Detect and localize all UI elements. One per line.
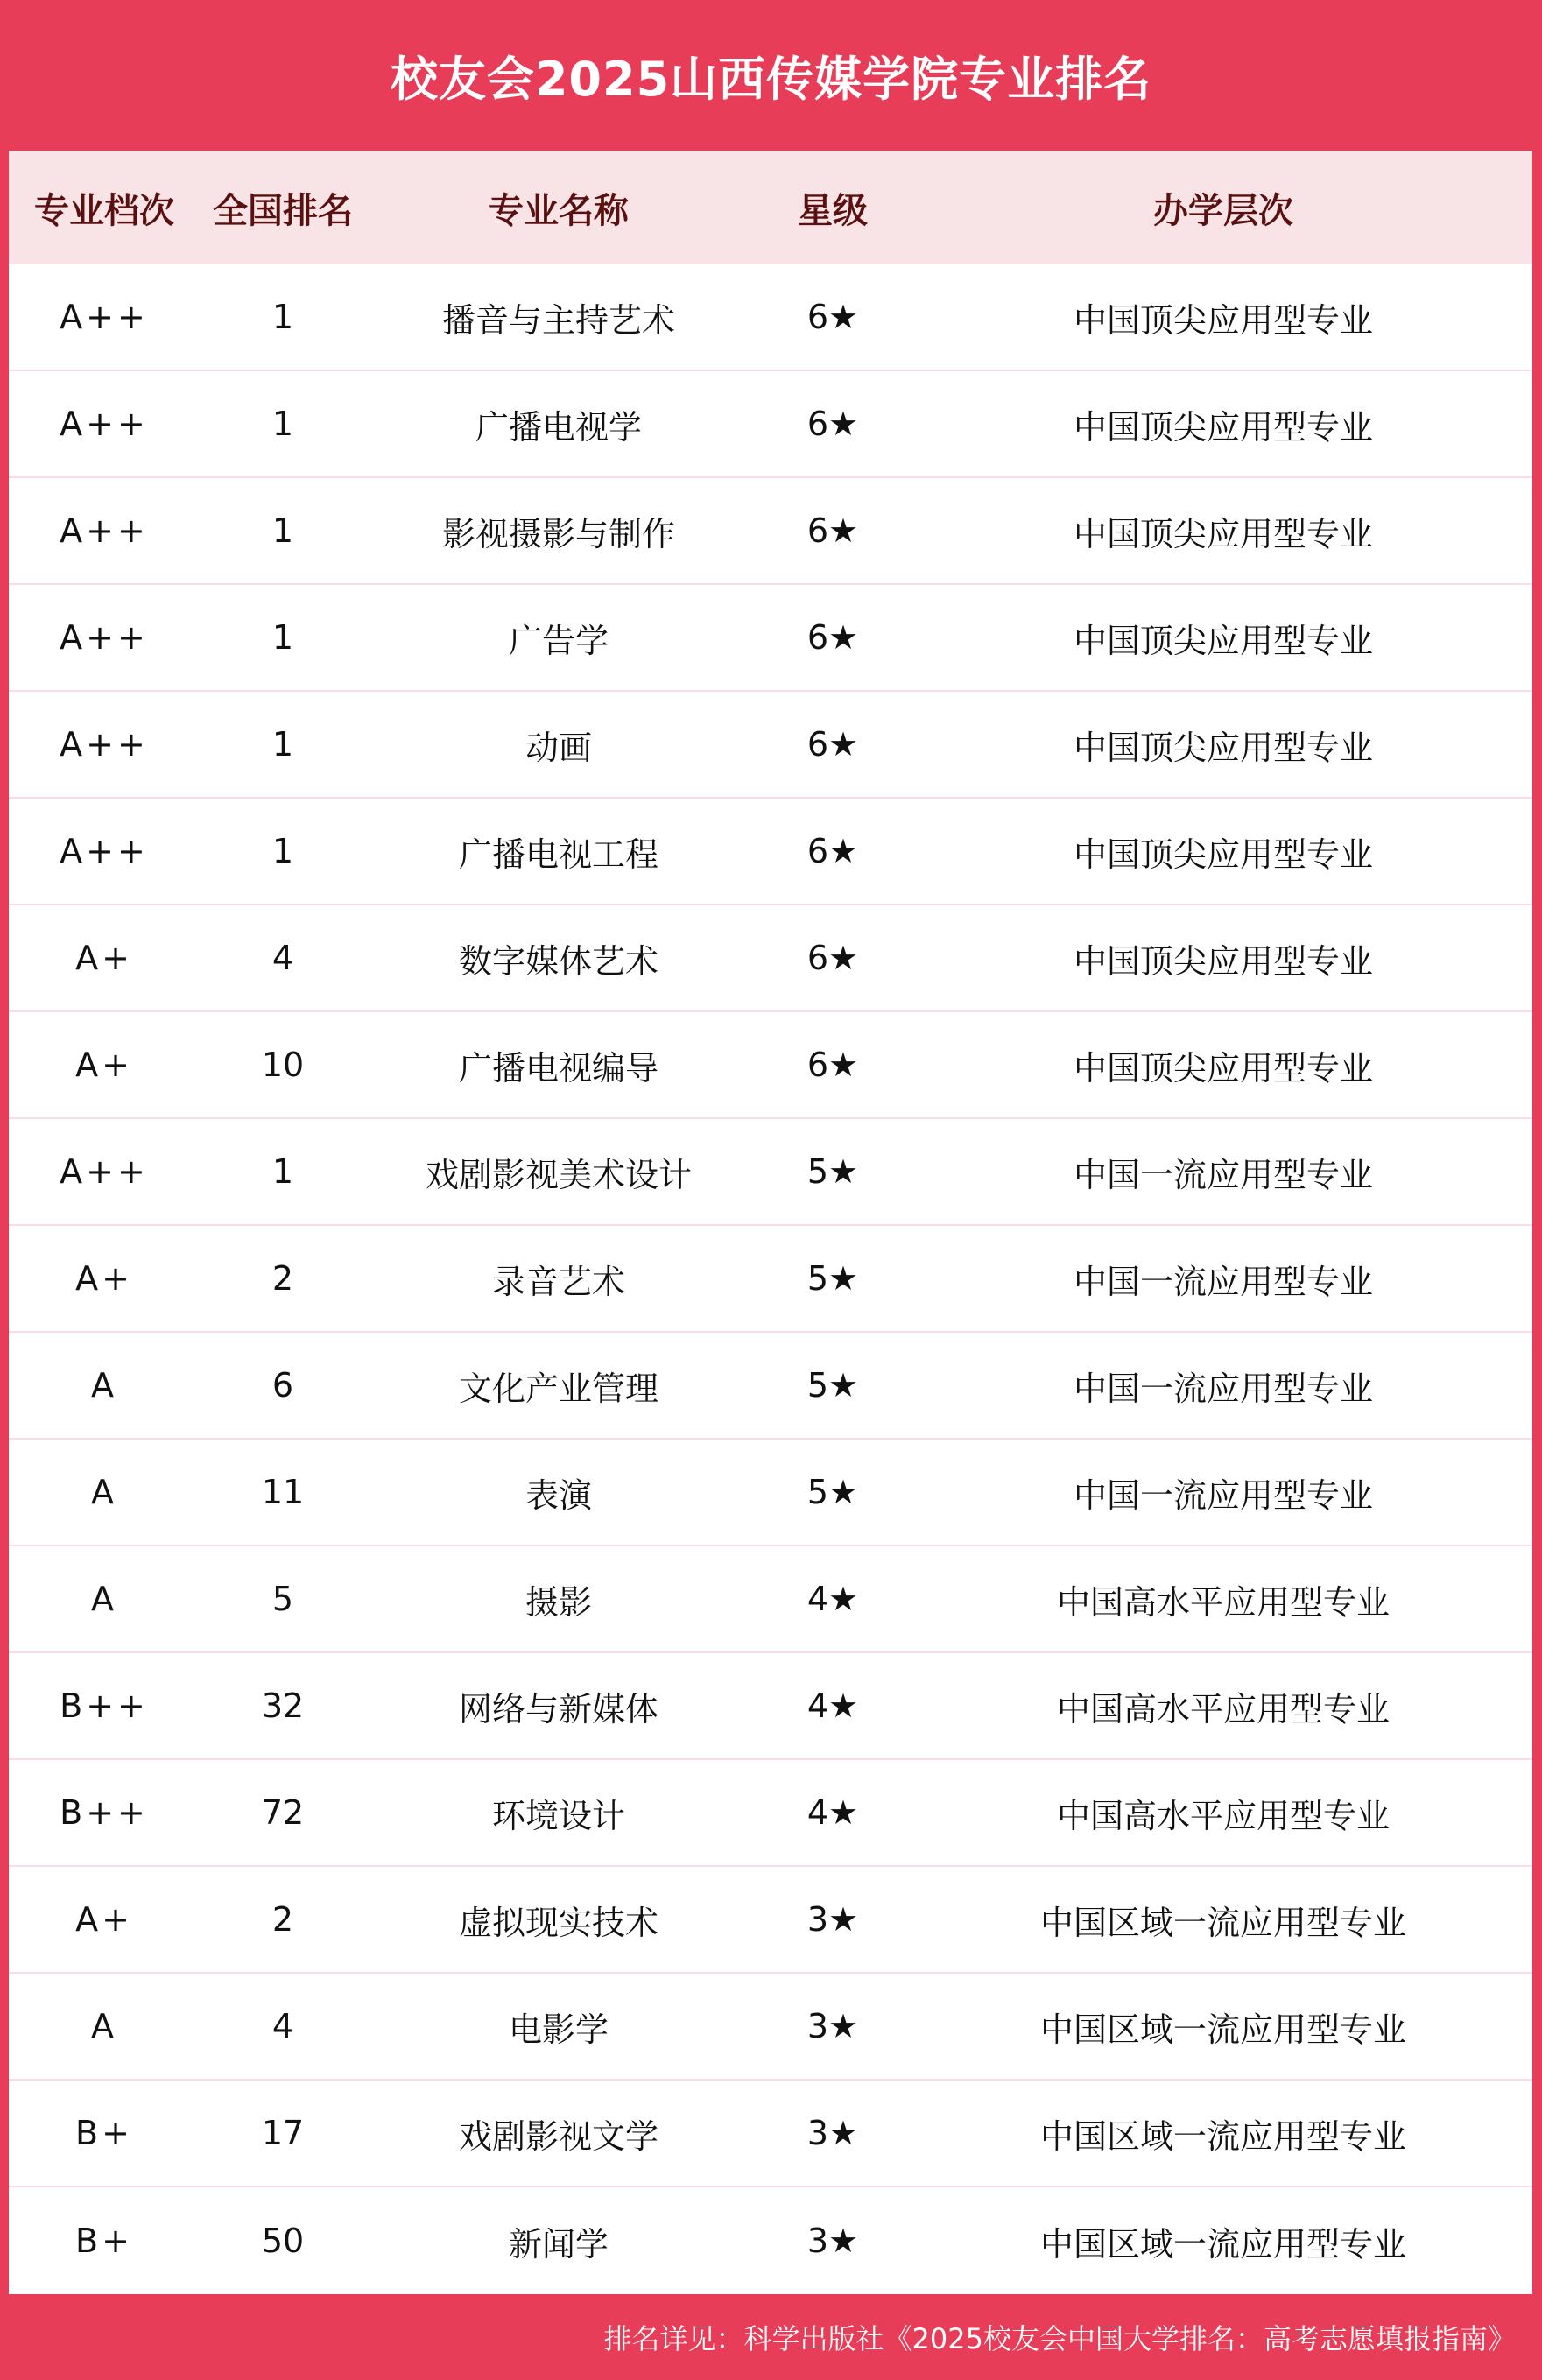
national-rank-cell: 6: [271, 1366, 294, 1405]
star-level-cell: 3★: [806, 2222, 859, 2260]
table-row: [9, 2081, 1532, 2187]
major-name-cell: 影视摄影与制作: [441, 514, 675, 553]
grade-cell: B++: [60, 1793, 149, 1832]
major-name-cell: 广播电视编导: [458, 1048, 658, 1088]
grade-cell: A+: [75, 1259, 133, 1298]
star-level-cell: 5★: [806, 1473, 859, 1511]
star-level-cell: 3★: [806, 2114, 859, 2152]
grade-cell: A+: [75, 939, 133, 977]
national-rank-cell: 4: [271, 2007, 294, 2046]
source-footnote: 排名详见：科学出版社《2025校友会中国大学排名：高考志愿填报指南》: [603, 2322, 1516, 2355]
table-row: [9, 1546, 1532, 1653]
national-rank-cell: 10: [261, 1046, 305, 1084]
major-name-cell: 文化产业管理: [458, 1369, 658, 1408]
school-level-cell: 中国顶尖应用型专业: [1073, 834, 1373, 874]
grade-cell: B+: [75, 2222, 133, 2260]
school-level-cell: 中国一流应用型专业: [1073, 1155, 1373, 1194]
major-name-cell: 戏剧影视文学: [458, 2116, 658, 2156]
major-name-cell: 广告学: [508, 621, 609, 660]
major-name-cell: 录音艺术: [491, 1262, 625, 1301]
school-level-cell: 中国顶尖应用型专业: [1073, 1048, 1373, 1088]
national-rank-cell: 5: [271, 1580, 294, 1618]
major-name-cell: 虚拟现实技术: [458, 1903, 658, 1942]
grade-cell: A: [91, 1580, 117, 1618]
national-rank-cell: 50: [261, 2222, 305, 2260]
school-level-cell: 中国一流应用型专业: [1073, 1475, 1373, 1515]
grade-cell: A: [91, 1366, 117, 1405]
star-level-cell: 6★: [806, 939, 859, 977]
grade-cell: A++: [60, 405, 149, 443]
grade-cell: A: [91, 1473, 117, 1511]
grade-cell: A++: [60, 725, 149, 764]
major-name-cell: 广播电视学: [475, 407, 642, 447]
table-row: [9, 1440, 1532, 1546]
table-row: [9, 1867, 1532, 1974]
star-level-cell: 6★: [806, 725, 859, 764]
grade-cell: A++: [60, 298, 149, 336]
header-star-level: 星级: [798, 190, 868, 231]
table-body: [9, 264, 1532, 2294]
school-level-cell: 中国一流应用型专业: [1073, 1369, 1373, 1408]
grade-cell: A++: [60, 832, 149, 870]
grade-cell: A++: [60, 511, 149, 550]
star-level-cell: 4★: [806, 1580, 859, 1618]
table-row: [9, 692, 1532, 799]
table-row: [9, 585, 1532, 692]
national-rank-cell: 17: [261, 2114, 305, 2152]
school-level-cell: 中国顶尖应用型专业: [1073, 300, 1373, 340]
major-name-cell: 戏剧影视美术设计: [425, 1155, 692, 1194]
national-rank-cell: 32: [261, 1686, 305, 1725]
school-level-cell: 中国高水平应用型专业: [1056, 1582, 1390, 1622]
table-row: [9, 799, 1532, 905]
table-row: [9, 1119, 1532, 1226]
star-level-cell: 5★: [806, 1366, 859, 1405]
national-rank-cell: 2: [271, 1259, 294, 1298]
school-level-cell: 中国顶尖应用型专业: [1073, 728, 1373, 767]
table-row: [9, 264, 1532, 371]
star-level-cell: 6★: [806, 511, 859, 550]
national-rank-cell: 11: [261, 1473, 305, 1511]
star-level-cell: 6★: [806, 1046, 859, 1084]
major-name-cell: 摄影: [525, 1582, 592, 1622]
major-name-cell: 播音与主持艺术: [441, 300, 675, 340]
table-row: [9, 478, 1532, 585]
table-row: [9, 1012, 1532, 1119]
grade-cell: A++: [60, 1152, 149, 1191]
star-level-cell: 6★: [806, 618, 859, 657]
national-rank-cell: 1: [271, 1152, 294, 1191]
header-grade: 专业档次: [34, 190, 174, 231]
national-rank-cell: 1: [271, 511, 294, 550]
national-rank-cell: 72: [261, 1793, 305, 1832]
school-level-cell: 中国顶尖应用型专业: [1073, 407, 1373, 447]
header-major-name: 专业名称: [489, 190, 629, 231]
star-level-cell: 5★: [806, 1152, 859, 1191]
star-level-cell: 3★: [806, 1900, 859, 1939]
national-rank-cell: 4: [271, 939, 294, 977]
school-level-cell: 中国区域一流应用型专业: [1039, 2224, 1406, 2264]
national-rank-cell: 1: [271, 618, 294, 657]
national-rank-cell: 1: [271, 725, 294, 764]
school-level-cell: 中国顶尖应用型专业: [1073, 941, 1373, 981]
header-national-rank: 全国排名: [213, 190, 353, 231]
table-row: [9, 905, 1532, 1012]
national-rank-cell: 2: [271, 1900, 294, 1939]
major-name-cell: 新闻学: [508, 2224, 609, 2264]
school-level-cell: 中国顶尖应用型专业: [1073, 621, 1373, 660]
table-row: [9, 1226, 1532, 1333]
table-row: [9, 1974, 1532, 2081]
table-row: [9, 1653, 1532, 1760]
ranking-table: [9, 151, 1532, 2294]
table-header-row: [9, 151, 1532, 264]
star-level-cell: 6★: [806, 298, 859, 336]
star-level-cell: 4★: [806, 1686, 859, 1725]
star-level-cell: 5★: [806, 1259, 859, 1298]
star-level-cell: 6★: [806, 405, 859, 443]
school-level-cell: 中国高水平应用型专业: [1056, 1796, 1390, 1835]
major-name-cell: 动画: [525, 728, 592, 767]
table-row: [9, 1333, 1532, 1440]
grade-cell: A: [91, 2007, 117, 2046]
table-row: [9, 371, 1532, 478]
school-level-cell: 中国高水平应用型专业: [1056, 1689, 1390, 1729]
star-level-cell: 6★: [806, 832, 859, 870]
table-row: [9, 1760, 1532, 1867]
school-level-cell: 中国区域一流应用型专业: [1039, 2116, 1406, 2156]
header-school-level: 办学层次: [1153, 190, 1293, 231]
grade-cell: B++: [60, 1686, 149, 1725]
major-name-cell: 环境设计: [491, 1796, 625, 1835]
school-level-cell: 中国区域一流应用型专业: [1039, 2010, 1406, 2049]
major-name-cell: 电影学: [508, 2010, 609, 2049]
star-level-cell: 4★: [806, 1793, 859, 1832]
star-level-cell: 3★: [806, 2007, 859, 2046]
national-rank-cell: 1: [271, 832, 294, 870]
major-name-cell: 网络与新媒体: [458, 1689, 658, 1729]
grade-cell: B+: [75, 2114, 133, 2152]
page-title: 校友会2025山西传媒学院专业排名: [390, 51, 1152, 107]
national-rank-cell: 1: [271, 405, 294, 443]
table-row: [9, 2187, 1532, 2294]
grade-cell: A+: [75, 1900, 133, 1939]
school-level-cell: 中国顶尖应用型专业: [1073, 514, 1373, 553]
major-name-cell: 数字媒体艺术: [458, 941, 658, 981]
school-level-cell: 中国一流应用型专业: [1073, 1262, 1373, 1301]
major-name-cell: 广播电视工程: [458, 834, 658, 874]
grade-cell: A++: [60, 618, 149, 657]
school-level-cell: 中国区域一流应用型专业: [1039, 1903, 1406, 1942]
national-rank-cell: 1: [271, 298, 294, 336]
grade-cell: A+: [75, 1046, 133, 1084]
major-name-cell: 表演: [525, 1475, 592, 1515]
